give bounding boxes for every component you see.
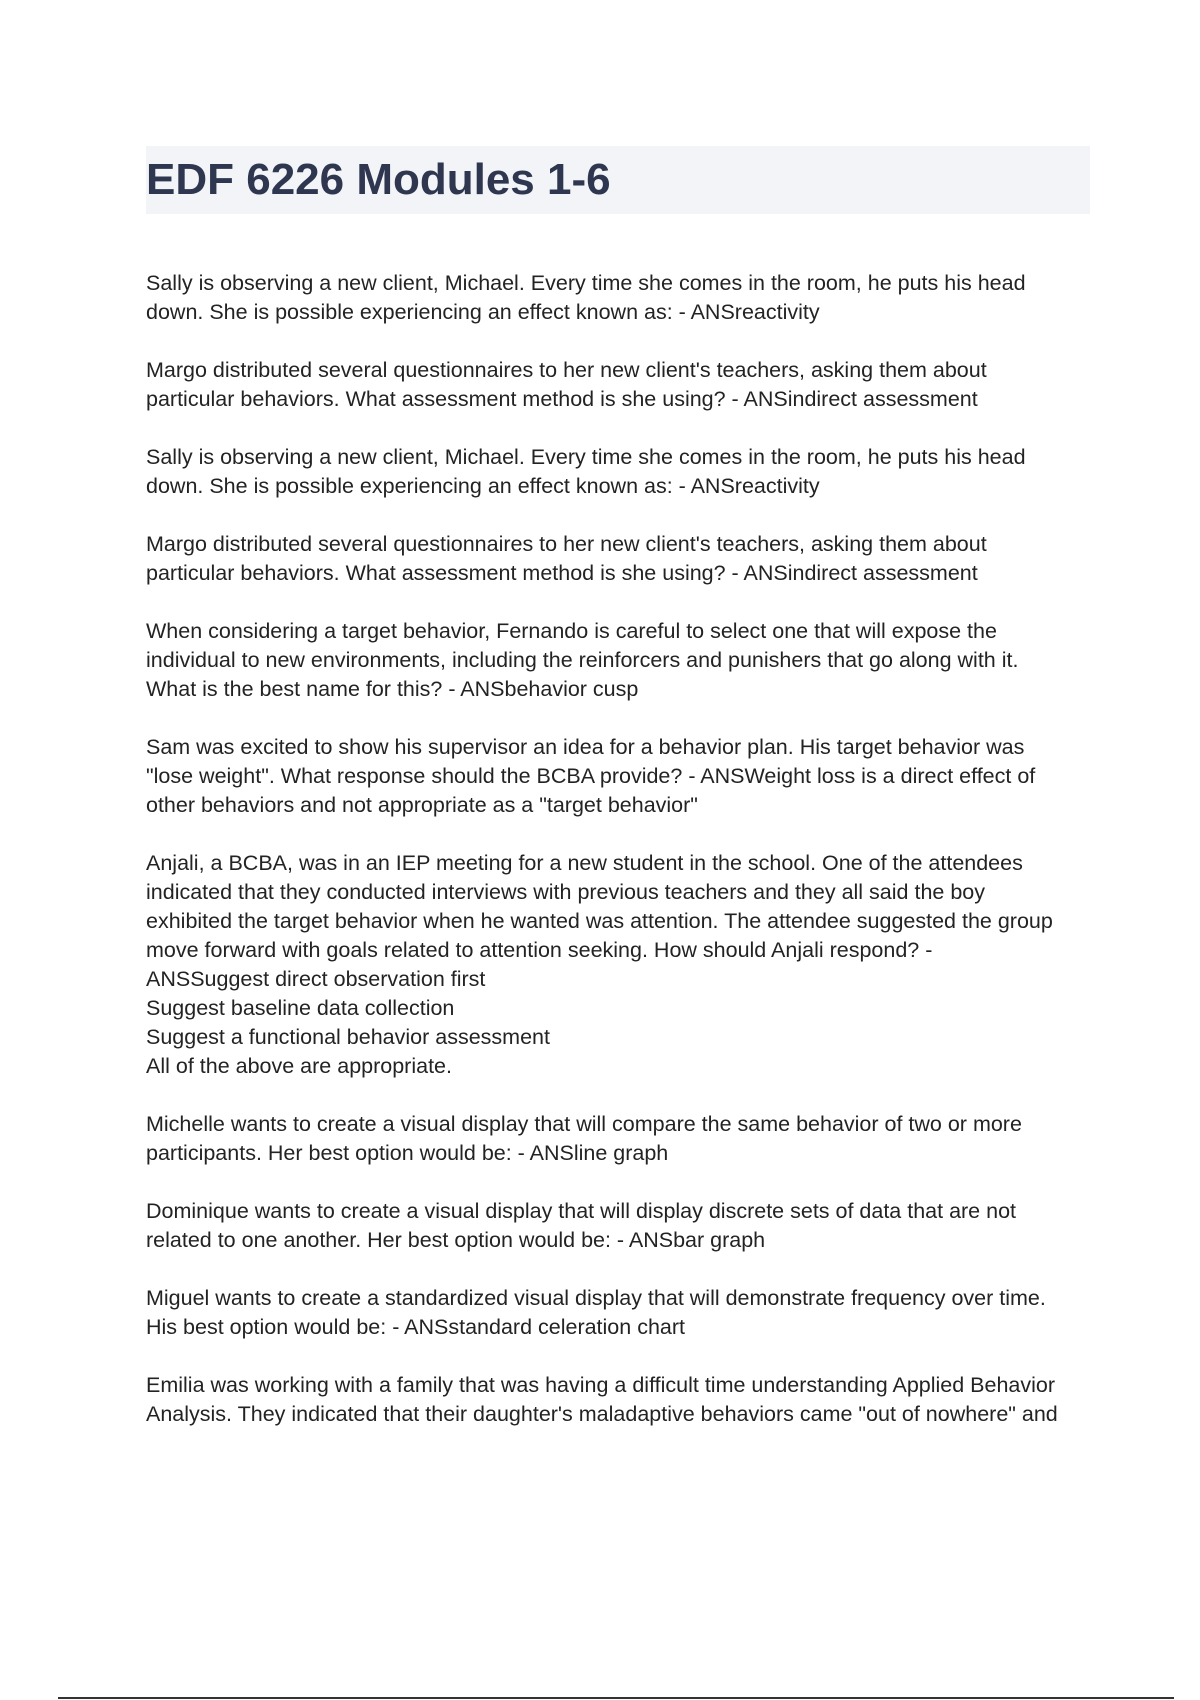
qa-line: move forward with goals related to attention seeking. How should Anjali respond? - <box>146 938 933 962</box>
qa-item <box>146 1197 1090 1255</box>
qa-line: down. She is possible experiencing an effect known as: - ANSreactivity <box>146 474 820 498</box>
qa-line: All of the above are appropriate. <box>146 1054 452 1078</box>
qa-item <box>146 269 1090 327</box>
qa-line: ANSSuggest direct observation first <box>146 967 486 991</box>
qa-line: particular behaviors. What assessment method is she using? - ANSindirect assessment <box>146 387 978 411</box>
qa-item <box>146 356 1090 414</box>
qa-line: Miguel wants to create a standardized visual display that will demonstrate frequency over time. <box>146 1286 1046 1310</box>
qa-line: Margo distributed several questionnaires to her new client's teachers, asking them about <box>146 358 987 382</box>
qa-item <box>146 733 1090 820</box>
qa-item <box>146 1110 1090 1168</box>
qa-line: Sam was excited to show his supervisor an idea for a behavior plan. His target behavior was <box>146 735 1025 759</box>
qa-line: Emilia was working with a family that was having a difficult time understanding Applied Behavior <box>146 1373 1056 1397</box>
qa-line: Anjali, a BCBA, was in an IEP meeting for a new student in the school. One of the attendees <box>146 851 1023 875</box>
qa-list <box>146 269 1090 1458</box>
qa-line: indicated that they conducted interviews with previous teachers and they all said the boy <box>146 880 985 904</box>
qa-item <box>146 1371 1090 1429</box>
qa-line: participants. Her best option would be: - ANSline graph <box>146 1141 669 1165</box>
qa-line: down. She is possible experiencing an effect known as: - ANSreactivity <box>146 300 820 324</box>
qa-line: Suggest baseline data collection <box>146 996 455 1020</box>
page-title: EDF 6226 Modules 1-6 <box>146 155 611 204</box>
qa-line: "lose weight". What response should the BCBA provide? - ANSWeight loss is a direct effect of <box>146 764 1036 788</box>
qa-item <box>146 849 1090 1081</box>
qa-line: Sally is observing a new client, Michael. Every time she comes in the room, he puts his head <box>146 445 1026 469</box>
qa-line: Dominique wants to create a visual display that will display discrete sets of data that are not <box>146 1199 1017 1223</box>
qa-item <box>146 530 1090 588</box>
qa-line: Michelle wants to create a visual display that will compare the same behavior of two or more <box>146 1112 1022 1136</box>
qa-item <box>146 443 1090 501</box>
qa-line: Suggest a functional behavior assessment <box>146 1025 550 1049</box>
qa-line: related to one another. Her best option would be: - ANSbar graph <box>146 1228 766 1252</box>
qa-line: Margo distributed several questionnaires to her new client's teachers, asking them about <box>146 532 987 556</box>
qa-line: other behaviors and not appropriate as a "target behavior" <box>146 793 698 817</box>
qa-line: Sally is observing a new client, Michael. Every time she comes in the room, he puts his head <box>146 271 1026 295</box>
qa-line: particular behaviors. What assessment method is she using? - ANSindirect assessment <box>146 561 978 585</box>
qa-line: What is the best name for this? - ANSbehavior cusp <box>146 677 639 701</box>
qa-item <box>146 617 1090 704</box>
qa-item <box>146 1284 1090 1342</box>
footer-divider <box>58 1697 1174 1699</box>
qa-line: Analysis. They indicated that their daughter's maladaptive behaviors came "out of nowhere" and <box>146 1402 1058 1426</box>
title-band <box>146 146 1090 214</box>
qa-line: individual to new environments, including the reinforcers and punishers that go along with it. <box>146 648 1019 672</box>
qa-line: exhibited the target behavior when he wanted was attention. The attendee suggested the group <box>146 909 1053 933</box>
qa-line: When considering a target behavior, Fernando is careful to select one that will expose the <box>146 619 997 643</box>
qa-line: His best option would be: - ANSstandard celeration chart <box>146 1315 685 1339</box>
